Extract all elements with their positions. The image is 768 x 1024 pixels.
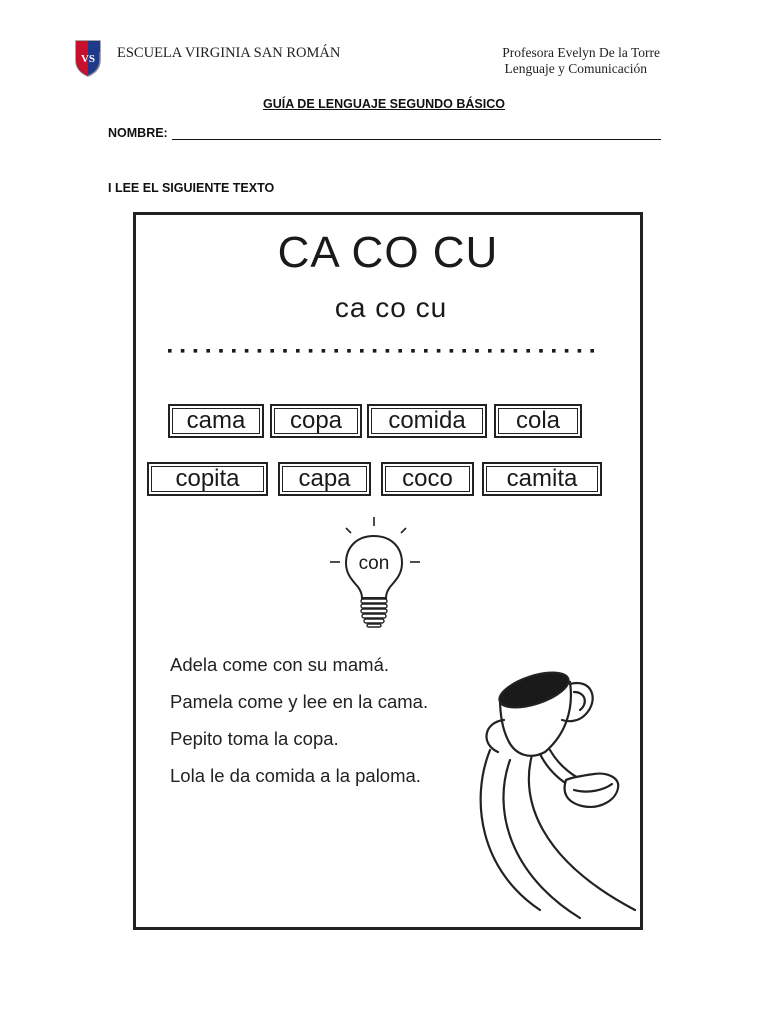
dot	[373, 349, 377, 353]
dot	[539, 349, 543, 353]
word-box-cama: cama	[168, 404, 264, 438]
dot	[206, 349, 210, 353]
dot	[590, 349, 594, 353]
dot	[322, 349, 326, 353]
sentence-4: Lola le da comida a la paloma.	[170, 765, 421, 786]
instruction-heading: I LEE EL SIGUIENTE TEXTO	[108, 181, 275, 195]
dot	[245, 349, 249, 353]
guide-title: GUÍA DE LENGUAJE SEGUNDO BÁSICO	[263, 97, 505, 111]
school-crest-icon	[73, 38, 103, 78]
syllables-uppercase: CA CO CU	[277, 228, 499, 277]
sentence-2: Pamela come y lee en la cama.	[170, 691, 429, 712]
word-box-comida: comida	[367, 404, 487, 438]
dot	[565, 349, 569, 353]
word-box-copa: copa	[270, 404, 362, 438]
teacher-info	[470, 45, 660, 77]
dot	[526, 349, 530, 353]
teacher-name: Profesora Evelyn De la Torre	[502, 45, 660, 60]
dot	[360, 349, 364, 353]
reading-sentences	[170, 654, 428, 802]
lightbulb-icon	[326, 514, 426, 634]
dot	[437, 349, 441, 353]
syllables-lowercase: ca co cu	[334, 292, 448, 323]
dot	[411, 349, 415, 353]
name-input-line[interactable]	[172, 139, 661, 140]
dot	[334, 349, 338, 353]
word-box-coco: coco	[381, 462, 474, 496]
dot	[475, 349, 479, 353]
school-name: ESCUELA VIRGINIA SAN ROMÁN	[117, 45, 341, 61]
dot	[194, 349, 198, 353]
dot	[181, 349, 185, 353]
dot	[501, 349, 505, 353]
dot	[283, 349, 287, 353]
subject-name: Lenguaje y Comunicación	[504, 61, 647, 76]
word-box-capa: capa	[278, 462, 371, 496]
bulb-word: con	[358, 553, 390, 574]
word-box-camita: camita	[482, 462, 602, 496]
dot	[232, 349, 236, 353]
dot	[386, 349, 390, 353]
dot	[552, 349, 556, 353]
dot	[398, 349, 402, 353]
svg-text:VS: VS	[80, 53, 96, 65]
dot	[270, 349, 274, 353]
dot	[578, 349, 582, 353]
name-label: NOMBRE:	[108, 126, 168, 140]
dot	[219, 349, 223, 353]
word-box-copita: copita	[147, 462, 268, 496]
dot	[258, 349, 262, 353]
sentence-1: Adela come con su mamá.	[170, 654, 390, 675]
dot	[424, 349, 428, 353]
dot	[309, 349, 313, 353]
sentence-3: Pepito toma la copa.	[170, 728, 339, 749]
dot	[168, 349, 172, 353]
dot	[296, 349, 300, 353]
dotted-writing-line	[166, 343, 606, 359]
dot	[514, 349, 518, 353]
trophy-cup-icon	[470, 660, 640, 922]
word-box-cola: cola	[494, 404, 582, 438]
dot	[347, 349, 351, 353]
dot	[450, 349, 454, 353]
dot	[462, 349, 466, 353]
dot	[488, 349, 492, 353]
